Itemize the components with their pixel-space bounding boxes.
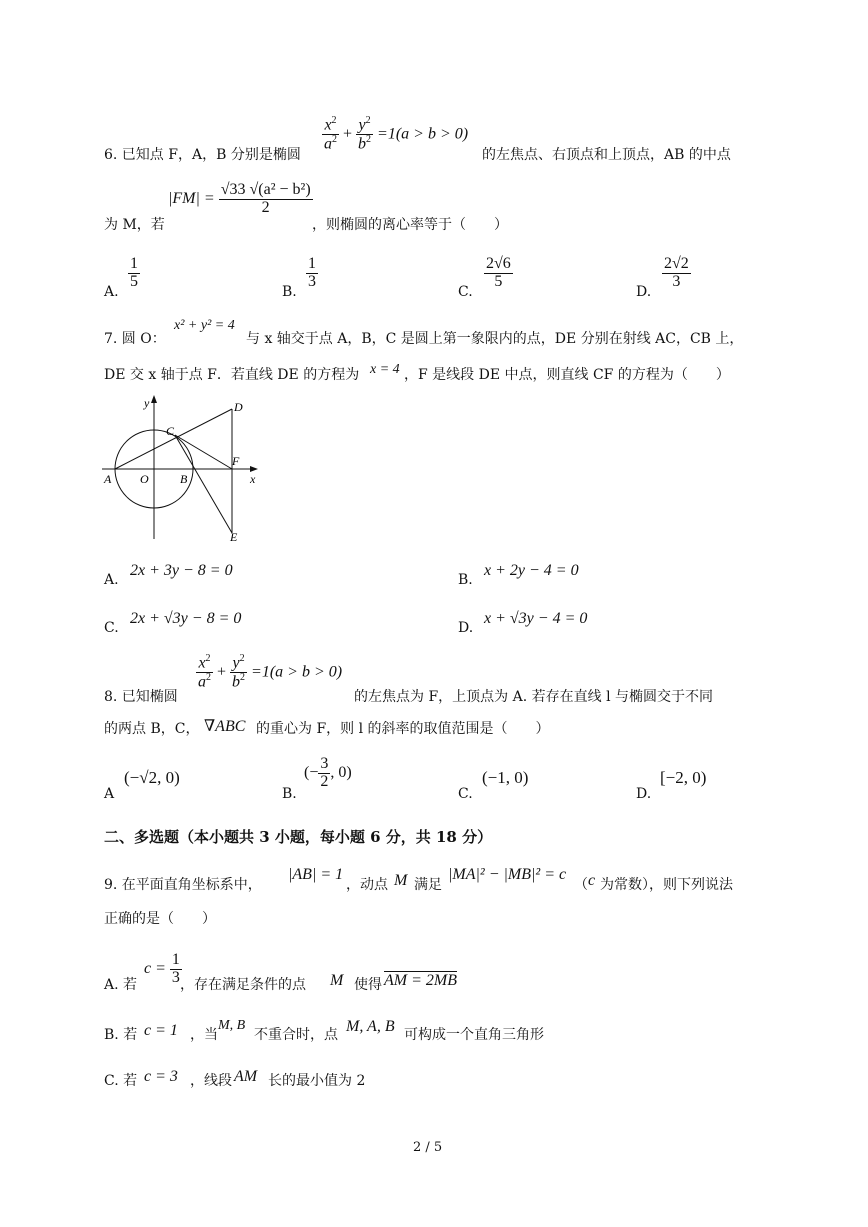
q8-option-a[interactable]: (−√2, 0): [124, 768, 180, 787]
q8-option-d-label: D.: [636, 786, 652, 802]
ray-ac: [115, 409, 232, 469]
segment-cf: [175, 435, 232, 469]
q6-options: A. $\frac{1}{5}$ B. $\frac{1}{3}$ C. $\frac{2√6}{5}$ D. $\frac{2√2}{3}$: [104, 255, 689, 300]
y-axis-arrow: [151, 395, 157, 403]
q9-m: M: [394, 872, 408, 889]
q9-line2: 正确的是（ ）: [104, 911, 216, 927]
label-f: F: [232, 454, 240, 468]
q8-option-b-label: B.: [282, 786, 297, 802]
q9-line1-e: 为常数），则下列说法: [600, 877, 733, 893]
label-o: O: [140, 472, 149, 486]
q9-option-a[interactable]: A. 若 c = $\frac{1}{3}$ ，存在满足条件的点 M 使得 AM = 2MB: [104, 951, 457, 993]
q9-option-c[interactable]: C. 若 c = 3 ，线段 AM 长的最小值为 2: [104, 1068, 366, 1089]
q8-ellipse-equation: $\frac{x^2}{a^2}$ + $\frac{y^2}{b^2}$ =1(a > b > 0): [198, 653, 343, 691]
q8-line1-suffix: 的左焦点为 F，上顶点为 A. 若存在直线 l 与椭圆交于不同: [354, 689, 714, 705]
q8-line1-prefix: 8. 已知椭圆: [104, 689, 178, 705]
q7-option-c-label: C.: [104, 620, 119, 636]
q9-line1-d: （: [574, 877, 588, 893]
q7-line-equation: x = 4: [370, 362, 400, 377]
q7-option-a[interactable]: 2x + 3y − 8 = 0: [130, 562, 233, 579]
q7-line2-prefix: DE 交 x 轴于点 F．若直线 DE 的方程为: [104, 367, 360, 383]
q6-line1-suffix: 的左焦点、右顶点和上顶点，AB 的中点: [482, 147, 731, 163]
q7-option-b-label: B.: [458, 572, 473, 588]
page-number: 2 / 5: [413, 1140, 443, 1155]
label-e: E: [230, 530, 238, 544]
q6-line2-suffix: ，则椭圆的离心率等于（ ）: [312, 217, 508, 233]
q7-circle-equation: x² + y² = 4: [174, 318, 235, 333]
q7-line1-prefix: 7. 圆 O：: [104, 331, 166, 347]
q8-line2-prefix: 的两点 B，C，: [104, 721, 200, 737]
q9-line1-c: 满足: [414, 877, 442, 893]
label-c: C: [166, 424, 175, 438]
q9-c-symbol: c: [588, 872, 596, 889]
q8-triangle: ∇ABC: [204, 718, 246, 735]
q7-option-b[interactable]: x + 2y − 4 = 0: [484, 562, 579, 579]
q8-option-a-label: A: [104, 786, 115, 802]
label-b: B: [180, 472, 188, 486]
q6-line1-prefix: 6. 已知点 F，A，B 分别是椭圆: [104, 147, 301, 163]
section-2-heading: 二、多选题（本小题共 3 小题，每小题 6 分，共 18 分）: [104, 828, 493, 846]
q9-option-b[interactable]: B. 若 c = 1 ，当 M, B 不重合时，点 M, A, B 可构成一个直角三角形: [104, 1018, 544, 1043]
q7-option-d-label: D.: [458, 620, 474, 636]
label-d: D: [234, 400, 243, 414]
q9-ab-equation: |AB| = 1: [288, 866, 344, 883]
q7-line1-suffix: 与 x 轴交于点 A，B，C 是圆上第一象限内的点，DE 分别在射线 AC，CB 上，: [246, 331, 744, 347]
q9-line1-b: ，动点: [346, 877, 388, 893]
q7-figure: [100, 393, 265, 545]
q6-fm-equation: |FM| = $\frac{\text{√33 √(a² − b²)}}{2}$: [168, 181, 311, 216]
q8-option-c-label: C.: [458, 786, 473, 802]
q8-line2-suffix: 的重心为 F，则 l 的斜率的取值范围是（ ）: [256, 721, 550, 737]
q9-line1-a: 9. 在平面直角坐标系中，: [104, 877, 262, 893]
label-x: x: [250, 472, 256, 486]
q7-line2-suffix: ，F 是线段 DE 中点，则直线 CF 的方程为（ ）: [404, 367, 730, 383]
q7-option-a-label: A.: [104, 572, 119, 588]
q6-ellipse-equation: $\frac{x^2}{a^2}$ + $\frac{y^2}{b^2}$ =1(a > b > 0): [324, 115, 469, 153]
q8-option-d[interactable]: [−2, 0): [660, 768, 707, 787]
q8-option-b[interactable]: (− $\frac{3}{2}$ , 0): [304, 755, 352, 790]
label-y: y: [144, 396, 150, 410]
q8-option-c[interactable]: (−1, 0): [482, 768, 529, 787]
q6-line2-prefix: 为 M，若: [104, 217, 165, 233]
q7-option-c[interactable]: 2x + √3y − 8 = 0: [130, 610, 242, 627]
q9-condition-equation: |MA|² − |MB|² = c: [448, 866, 567, 883]
label-a: A: [104, 472, 112, 486]
q7-option-d[interactable]: x + √3y − 4 = 0: [484, 610, 588, 627]
